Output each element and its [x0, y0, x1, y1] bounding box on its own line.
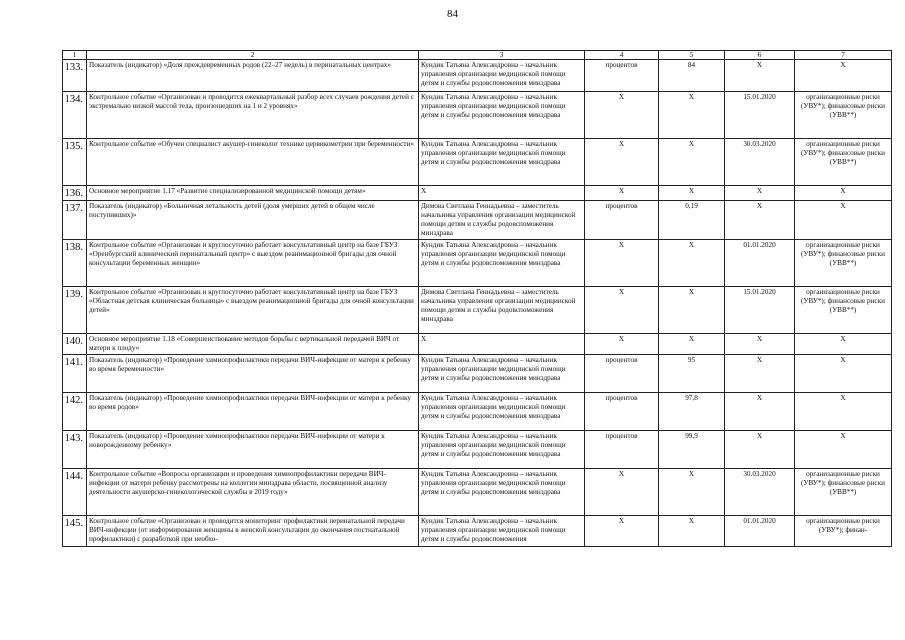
row-risk: организационные риски (УВУ*); финансовые риски (УВВ**)	[795, 287, 892, 334]
row-number: 133.	[63, 60, 87, 92]
row-description: Контрольное событие «Организован и круглосуточно работает консультативный центр на базе ГБУЗ «Областная детская клиническая больница» с выездом реанимационной бригады для очной консультации детей»	[87, 287, 419, 334]
row-risk: организационные риски (УВУ*); финансовые риски (УВВ**)	[795, 240, 892, 287]
row-risk: Х	[795, 201, 892, 240]
row-unit: Х	[585, 516, 659, 547]
column-header: 3	[419, 51, 585, 60]
row-description: Показатель (индикатор) «Больничная летальность детей (доля умерших детей в общем числе поступивших)»	[87, 201, 419, 240]
row-responsible: Х	[419, 334, 585, 355]
row-risk: Х	[795, 431, 892, 469]
row-unit: Х	[585, 240, 659, 287]
row-number: 141.	[63, 355, 87, 393]
row-unit: Х	[585, 287, 659, 334]
row-description: Показатель (индикатор) «Проведение химиопрофилактики передачи ВИЧ-инфекции от матери к ребенку во время родов»	[87, 393, 419, 431]
plan-table	[62, 50, 892, 547]
row-risk: организационные риски (УВУ*); финан-	[795, 516, 892, 547]
row-description: Контрольное событие «Вопросы организации и проведения химиопрофилактики передачи ВИЧ-инфекции от матери ребенку рассмотрены на коллегии минздрава области, посвященной анализу деятельности акушерско-гинекологической службы в 2019 году»	[87, 469, 419, 516]
row-responsible: Кундик Татьяна Александровна – начальник управления организации медицинской помощи детям и службы родовспоможения минздрава	[419, 469, 585, 516]
row-unit: Х	[585, 469, 659, 516]
row-date: 15.01.2020	[725, 287, 795, 334]
row-responsible: Кундик Татьяна Александровна – начальник управления организации медицинской помощи детям и службы родовспоможения минздрава	[419, 431, 585, 469]
header-row	[63, 51, 892, 60]
row-description: Контрольное событие «Организован и круглосуточно работает консультативный центр на базе ГБУЗ «Оренбургский клинический перинатальный центр» с выездом реанимационной бригады для очной консультации беременных женщин»	[87, 240, 419, 287]
row-value: 0,19	[659, 201, 725, 240]
row-unit: процентов	[585, 355, 659, 393]
row-unit: Х	[585, 139, 659, 186]
row-date: 30.03.2020	[725, 139, 795, 186]
row-responsible: Димова Светлана Геннадьевна – заместитель начальника управления организации медицинской помощи детям и службы родовспоможения минздрава	[419, 287, 585, 334]
row-date: 15.01.2020	[725, 92, 795, 139]
table-row	[63, 393, 892, 431]
row-description: Контрольное событие «Организован и проводится ежеквартальный разбор всех случаев рождения детей с экстремально низкой массой тела, произошедших на 1 и 2 уровнях»	[87, 92, 419, 139]
row-description: Показатель (индикатор) «Доля преждевременных родов (22–27 недель) в перинатальных центрах»	[87, 60, 419, 92]
row-responsible: Кундик Татьяна Александровна – начальник управления организации медицинской помощи детям и службы родовспоможения минздрава	[419, 92, 585, 139]
table-row	[63, 60, 892, 92]
column-header: 7	[795, 51, 892, 60]
row-unit: процентов	[585, 393, 659, 431]
row-date: Х	[725, 186, 795, 201]
row-value: 84	[659, 60, 725, 92]
column-header: 2	[87, 51, 419, 60]
row-unit: процентов	[585, 201, 659, 240]
row-responsible: Кундик Татьяна Александровна – начальник управления организации медицинской помощи детям и службы родовспоможения	[419, 516, 585, 547]
row-description: Контрольное событие «Обучен специалист акушер-гинеколог технике цервикометрии при беременности»	[87, 139, 419, 186]
row-date: Х	[725, 334, 795, 355]
row-risk: организационные риски (УВУ*); финансовые риски (УВВ**)	[795, 469, 892, 516]
row-value: 97,8	[659, 393, 725, 431]
row-date: 01.01.2020	[725, 516, 795, 547]
row-value: Х	[659, 92, 725, 139]
row-risk: Х	[795, 60, 892, 92]
row-number: 137.	[63, 201, 87, 240]
row-risk: организационные риски (УВУ*); финансовые риски (УВВ**)	[795, 92, 892, 139]
row-description: Показатель (индикатор) «Проведение химиопрофилактики передачи ВИЧ-инфекции от матери к новорожденному ребенку»	[87, 431, 419, 469]
row-responsible: Кундик Татьяна Александровна – начальник управления организации медицинской помощи детям и службы родовспоможения минздрава	[419, 355, 585, 393]
row-date: 30.03.2020	[725, 469, 795, 516]
row-date: Х	[725, 355, 795, 393]
table-row	[63, 516, 892, 547]
row-date: Х	[725, 393, 795, 431]
table-row	[63, 92, 892, 139]
row-value: Х	[659, 240, 725, 287]
row-responsible: Кундик Татьяна Александровна – начальник управления организации медицинской помощи детям и службы родовспоможения минздрава	[419, 60, 585, 92]
row-date: Х	[725, 431, 795, 469]
row-unit: Х	[585, 334, 659, 355]
row-number: 143.	[63, 431, 87, 469]
column-header: 4	[585, 51, 659, 60]
row-responsible: Димова Светлана Геннадьевна – заместитель начальника управления организации медицинской помощи детям и службы родовспоможения минздрава	[419, 201, 585, 240]
row-number: 144.	[63, 469, 87, 516]
row-number: 134.	[63, 92, 87, 139]
table-row	[63, 201, 892, 240]
row-risk: Х	[795, 334, 892, 355]
row-description: Основное мероприятие 1.17 «Развитие специализированной медицинской помощи детям»	[87, 186, 419, 201]
row-description: Показатель (индикатор) «Проведение химиопрофилактики передачи ВИЧ-инфекции от матери к ребенку во время беременности»	[87, 355, 419, 393]
row-number: 140.	[63, 334, 87, 355]
row-unit: Х	[585, 186, 659, 201]
row-risk: Х	[795, 355, 892, 393]
row-description: Контрольное событие «Организован и проводится мониторинг профилактики перинатальной передачи ВИЧ-инфекции (от информирования женщины в женской консультации до окончания постнатальной профилактики) с разработкой при необхо-	[87, 516, 419, 547]
table-row	[63, 334, 892, 355]
row-risk: организационные риски (УВУ*); финансовые риски (УВВ**)	[795, 139, 892, 186]
row-value: Х	[659, 516, 725, 547]
table-row	[63, 431, 892, 469]
row-number: 142.	[63, 393, 87, 431]
row-risk: Х	[795, 393, 892, 431]
row-date: Х	[725, 201, 795, 240]
table-row	[63, 139, 892, 186]
row-unit: процентов	[585, 60, 659, 92]
table-row	[63, 240, 892, 287]
row-unit: Х	[585, 92, 659, 139]
table-row	[63, 469, 892, 516]
row-value: Х	[659, 139, 725, 186]
row-responsible: Х	[419, 186, 585, 201]
row-value: Х	[659, 287, 725, 334]
row-value: 99,9	[659, 431, 725, 469]
row-value: Х	[659, 334, 725, 355]
row-responsible: Кундик Татьяна Александровна – начальник управления организации медицинской помощи детям и службы родовспоможения минздрава	[419, 139, 585, 186]
row-risk: Х	[795, 186, 892, 201]
row-description: Основное мероприятие 1.18 «Совершенствование методов борьбы с вертикальной передачей ВИЧ от матери к плоду»	[87, 334, 419, 355]
row-unit: процентов	[585, 431, 659, 469]
row-number: 136.	[63, 186, 87, 201]
column-header: 1	[63, 51, 87, 60]
page-number: 84	[447, 8, 458, 20]
row-value: 95	[659, 355, 725, 393]
column-header: 6	[725, 51, 795, 60]
row-value: Х	[659, 469, 725, 516]
row-number: 138.	[63, 240, 87, 287]
row-responsible: Кундик Татьяна Александровна – начальник управления организации медицинской помощи детям и службы родовспоможения минздрава	[419, 240, 585, 287]
row-responsible: Кундик Татьяна Александровна – начальник управления организации медицинской помощи детям и службы родовспоможения минздрава	[419, 393, 585, 431]
row-number: 145.	[63, 516, 87, 547]
row-date: Х	[725, 60, 795, 92]
table-row	[63, 186, 892, 201]
row-value: Х	[659, 186, 725, 201]
table-row	[63, 355, 892, 393]
row-number: 135.	[63, 139, 87, 186]
table-row	[63, 287, 892, 334]
row-number: 139.	[63, 287, 87, 334]
column-header: 5	[659, 51, 725, 60]
row-date: 01.01.2020	[725, 240, 795, 287]
